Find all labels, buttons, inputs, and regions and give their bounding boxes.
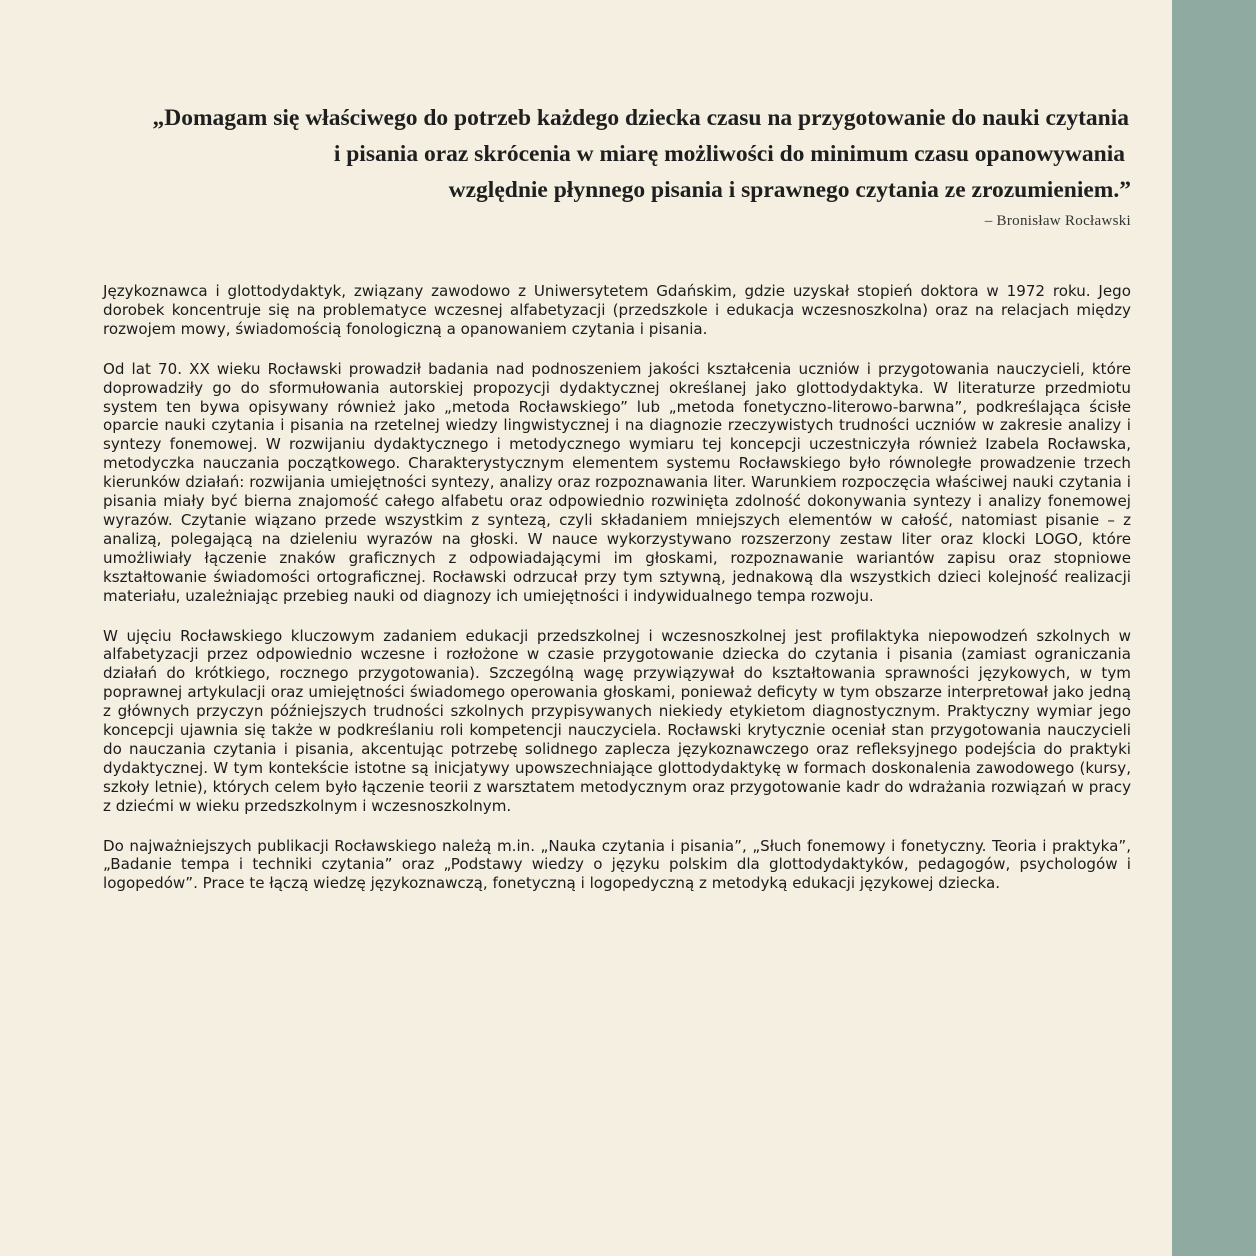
paragraph: Od lat 70. XX wieku Rocławski prowadził badania nad podnoszeniem jakości kształcenia uczniów i przygotowania nauczycieli, które doprowadziły go do sformułowania autorskiej propozycji dydaktycznej określanej jako glottodydaktyka. W literaturze przedmiotu system ten bywa opisywany również jako „metoda Rocławskiego” lub „metoda fonetyczno-literowo-barwna”, podkreślająca ścisłe oparcie nauki czytania i pisania na rzetelnej wiedzy lingwistycznej i na diagnozie rzeczywistych trudności uczniów w zakresie analizy i syntezy fonemowej. W rozwijaniu dydaktycznego i metodycznego wymiaru tej koncepcji uczestniczyła również Izabela Rocławska, metodyczka nauczania początkowego. Charakterystycznym elementem systemu Rocławskiego było równoległe prowadzenie trzech kierunków działań: rozwijania umiejętności syntezy, analizy oraz rozpoznawania liter. Warunkiem rozpoczęcia właściwej nauki czytania i pisania miały być bierna znajomość całego alfabetu oraz odpowiednio rozwinięta zdolność dokonywania syntezy i analizy fonemowej wyrazów. Czytanie wiązano przede wszystkim z syntezą, czyli składaniem mniejszych elementów w całość, natomiast pisanie – z analizą, polegającą na dzieleniu wyrazów na głoski. W nauce wykorzystywano rozszerzony zestaw liter oraz klocki LOGO, które umożliwiały łączenie znaków graficznych z odpowiadającymi im głoskami, rozpoznawanie wariantów zapisu oraz stopniowe kształtowanie świadomości ortograficznej. Rocławski odrzucał przy tym sztywną, jednakową dla wszystkich dzieci kolejność realizacji materiału, uzależniając przebieg nauki od diagnozy ich umiejętności i indywidualnego tempa rozwoju. <box>103 359 1131 605</box>
paragraph: W ujęciu Rocławskiego kluczowym zadaniem edukacji przedszkolnej i wczesnoszkolnej jest profilaktyka niepowodzeń szkolnych w alfabetyzacji przez odpowiednio wczesne i rozłożone w czasie przygotowanie dziecka do czytania i pisania (zamiast ograniczania działań do krótkiego, rocznego przygotowania). Szczególną wagę przywiązywał do kształtowania sprawności językowych, w tym poprawnej artykulacji oraz umiejętności świadomego operowania głoskami, ponieważ deficyty w tym obszarze interpretował jako jedną z głównych przyczyn późniejszych trudności szkolnych przypisywanych niekiedy etykietom diagnostycznym. Praktyczny wymiar jego koncepcji ujawnia się także w podkreślaniu roli kompetencji nauczyciela. Rocławski krytycznie oceniał stan przygotowania nauczycieli do nauczania czytania i pisania, akcentując potrzebę solidnego zaplecza językoznawczego oraz refleksyjnego podejścia do praktyki dydaktycznej. W tym kontekście istotne są inicjatywy upowszechniające glottodydaktykę w formach doskonalenia zawodowego (kursy, szkoły letnie), których celem było łączenie teorii z warsztatem metodycznym oraz przygotowanie kadr do wdrażania rozwiązań w pracy z dziećmi w wieku przedszkolnym i wczesnoszkolnym. <box>103 626 1131 815</box>
quote-line: względnie płynnego pisania i sprawnego czytania ze zrozumieniem.” <box>448 177 1131 203</box>
biography-text <box>103 282 1131 893</box>
quote-author: – Bronisław Rocławski <box>984 213 1131 229</box>
side-color-band <box>1172 0 1256 1256</box>
paragraph: Do najważniejszych publikacji Rocławskiego należą m.in. „Nauka czytania i pisania”, „Słuch fonemowy i fonetyczny. Teoria i praktyka”, „Badanie tempa i techniki czytania” oraz „Podstawy wiedzy o języku polskim dla glottodydaktyków, pedagogów, psychologów i logopedów”. Prace te łączą wiedzę językoznawczą, fonetyczną i logopedyczną z metodyką edukacji językowej dziecka. <box>103 836 1131 893</box>
quote-line: „Domagam się właściwego do potrzeb każdego dziecka czasu na przygotowanie do nauki czytania <box>152 105 1129 131</box>
quote-line: i pisania oraz skrócenia w miarę możliwości do minimum czasu opanowywania <box>333 141 1125 167</box>
paragraph: Językoznawca i glottodydaktyk, związany zawodowo z Uniwersytetem Gdańskim, gdzie uzyskał stopień doktora w 1972 roku. Jego dorobek koncentruje się na problematyce wczesnej alfabetyzacji (przedszkole i edukacja wczesnoszkolna) oraz na relacjach między rozwojem mowy, świadomością fonologiczną a opanowaniem czytania i pisania. <box>103 282 1131 338</box>
document-page <box>103 100 1131 914</box>
quote-block <box>103 100 1131 230</box>
